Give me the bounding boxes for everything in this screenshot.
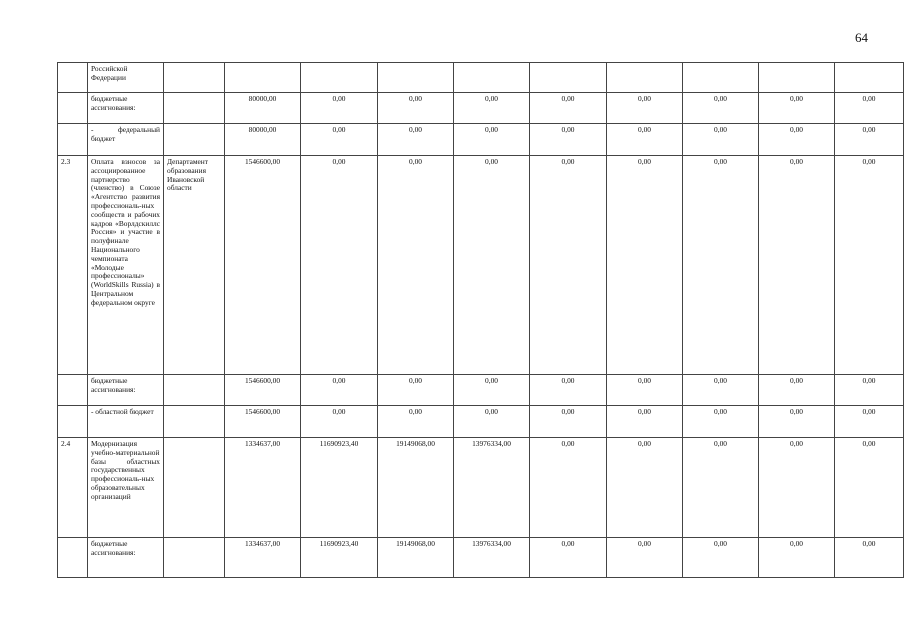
- amount-cell: 0,00: [454, 406, 530, 438]
- item-name-cell: - областной бюджет: [88, 406, 164, 438]
- amount-cell: 0,00: [454, 375, 530, 406]
- amount-cell: 0,00: [835, 124, 904, 156]
- amount-cell: 0,00: [454, 124, 530, 156]
- amount-cell: 0,00: [607, 438, 683, 538]
- row-number-cell: [58, 63, 88, 93]
- amount-cell: 0,00: [301, 156, 378, 375]
- item-name-cell: - федеральный бюджет: [88, 124, 164, 156]
- row-number-cell: [58, 538, 88, 578]
- amount-cell: 0,00: [759, 406, 835, 438]
- amount-cell: 0,00: [301, 375, 378, 406]
- item-name-cell: бюджетные ассигнования:: [88, 375, 164, 406]
- amount-cell: 0,00: [454, 156, 530, 375]
- table-row: [58, 406, 904, 438]
- amount-cell: 80000,00: [225, 93, 301, 124]
- amount-cell: 0,00: [607, 93, 683, 124]
- table-row: [58, 538, 904, 578]
- table-row: [58, 63, 904, 93]
- amount-cell: 0,00: [759, 93, 835, 124]
- amount-cell: 1546600,00: [225, 406, 301, 438]
- amount-cell: 13976334,00: [454, 438, 530, 538]
- item-name-cell: Оплата взносов за ассоциированное партнерство (членство) в Союзе «Агентство развития профессиональ-ных сообществ и рабочих кадров «Ворлдскиллс Россия» и участие в полуфинале Национального чемпионата «Молодые профессионалы» (WorldSkills Russia) в Центральном федеральном округе: [88, 156, 164, 375]
- amount-cell: 1334637,00: [225, 538, 301, 578]
- executor-cell: Департамент образования Ивановской области: [164, 156, 225, 375]
- item-name-cell: бюджетные ассигнования:: [88, 538, 164, 578]
- amount-cell: 0,00: [759, 124, 835, 156]
- amount-cell: 0,00: [835, 406, 904, 438]
- amount-cell: [378, 63, 454, 93]
- amount-cell: 80000,00: [225, 124, 301, 156]
- table-row: [58, 124, 904, 156]
- amount-cell: 0,00: [607, 156, 683, 375]
- amount-cell: 0,00: [530, 438, 607, 538]
- amount-cell: [607, 63, 683, 93]
- amount-cell: 0,00: [759, 156, 835, 375]
- amount-cell: 0,00: [530, 375, 607, 406]
- amount-cell: 19149068,00: [378, 538, 454, 578]
- amount-cell: [301, 63, 378, 93]
- amount-cell: 0,00: [683, 406, 759, 438]
- amount-cell: 0,00: [530, 156, 607, 375]
- table-row: [58, 156, 904, 375]
- amount-cell: 0,00: [607, 406, 683, 438]
- amount-cell: 0,00: [759, 538, 835, 578]
- amount-cell: 0,00: [607, 375, 683, 406]
- page-number: 64: [855, 30, 868, 45]
- amount-cell: 0,00: [530, 93, 607, 124]
- amount-cell: 0,00: [683, 156, 759, 375]
- executor-cell: [164, 375, 225, 406]
- amount-cell: [225, 63, 301, 93]
- executor-cell: [164, 538, 225, 578]
- item-name-cell: Российской Федерации: [88, 63, 164, 93]
- amount-cell: [759, 63, 835, 93]
- amount-cell: 0,00: [607, 124, 683, 156]
- amount-cell: 19149068,00: [378, 438, 454, 538]
- amount-cell: 0,00: [454, 93, 530, 124]
- amount-cell: [454, 63, 530, 93]
- amount-cell: 0,00: [301, 406, 378, 438]
- row-number-cell: [58, 406, 88, 438]
- amount-cell: 0,00: [530, 406, 607, 438]
- amount-cell: 0,00: [683, 438, 759, 538]
- amount-cell: 0,00: [759, 438, 835, 538]
- row-number-cell: 2.4: [58, 438, 88, 538]
- amount-cell: [835, 63, 904, 93]
- executor-cell: [164, 124, 225, 156]
- row-number-cell: [58, 93, 88, 124]
- amount-cell: 0,00: [835, 375, 904, 406]
- amount-cell: [683, 63, 759, 93]
- table-row: [58, 93, 904, 124]
- amount-cell: 0,00: [607, 538, 683, 578]
- executor-cell: [164, 93, 225, 124]
- amount-cell: 0,00: [835, 93, 904, 124]
- amount-cell: 0,00: [301, 93, 378, 124]
- amount-cell: 0,00: [378, 375, 454, 406]
- amount-cell: 1546600,00: [225, 156, 301, 375]
- amount-cell: 0,00: [378, 124, 454, 156]
- amount-cell: 0,00: [683, 375, 759, 406]
- item-name-cell: бюджетные ассигнования:: [88, 93, 164, 124]
- amount-cell: 0,00: [530, 538, 607, 578]
- table-row: [58, 438, 904, 538]
- amount-cell: 0,00: [378, 406, 454, 438]
- budget-table: [57, 62, 904, 578]
- row-number-cell: 2.3: [58, 156, 88, 375]
- amount-cell: 13976334,00: [454, 538, 530, 578]
- amount-cell: 0,00: [378, 93, 454, 124]
- amount-cell: 0,00: [683, 124, 759, 156]
- amount-cell: [530, 63, 607, 93]
- amount-cell: 0,00: [835, 156, 904, 375]
- executor-cell: [164, 438, 225, 538]
- amount-cell: 0,00: [683, 93, 759, 124]
- row-number-cell: [58, 124, 88, 156]
- amount-cell: 0,00: [759, 375, 835, 406]
- amount-cell: 0,00: [835, 538, 904, 578]
- executor-cell: [164, 63, 225, 93]
- amount-cell: 1546600,00: [225, 375, 301, 406]
- row-number-cell: [58, 375, 88, 406]
- amount-cell: 0,00: [683, 538, 759, 578]
- table-row: [58, 375, 904, 406]
- item-name-cell: Модернизация учебно-материальной базы областных государственных профессиональ-ных образовательных организаций: [88, 438, 164, 538]
- amount-cell: 0,00: [530, 124, 607, 156]
- amount-cell: 11690923,40: [301, 538, 378, 578]
- amount-cell: 0,00: [378, 156, 454, 375]
- amount-cell: 0,00: [835, 438, 904, 538]
- amount-cell: 0,00: [301, 124, 378, 156]
- amount-cell: 11690923,40: [301, 438, 378, 538]
- executor-cell: [164, 406, 225, 438]
- amount-cell: 1334637,00: [225, 438, 301, 538]
